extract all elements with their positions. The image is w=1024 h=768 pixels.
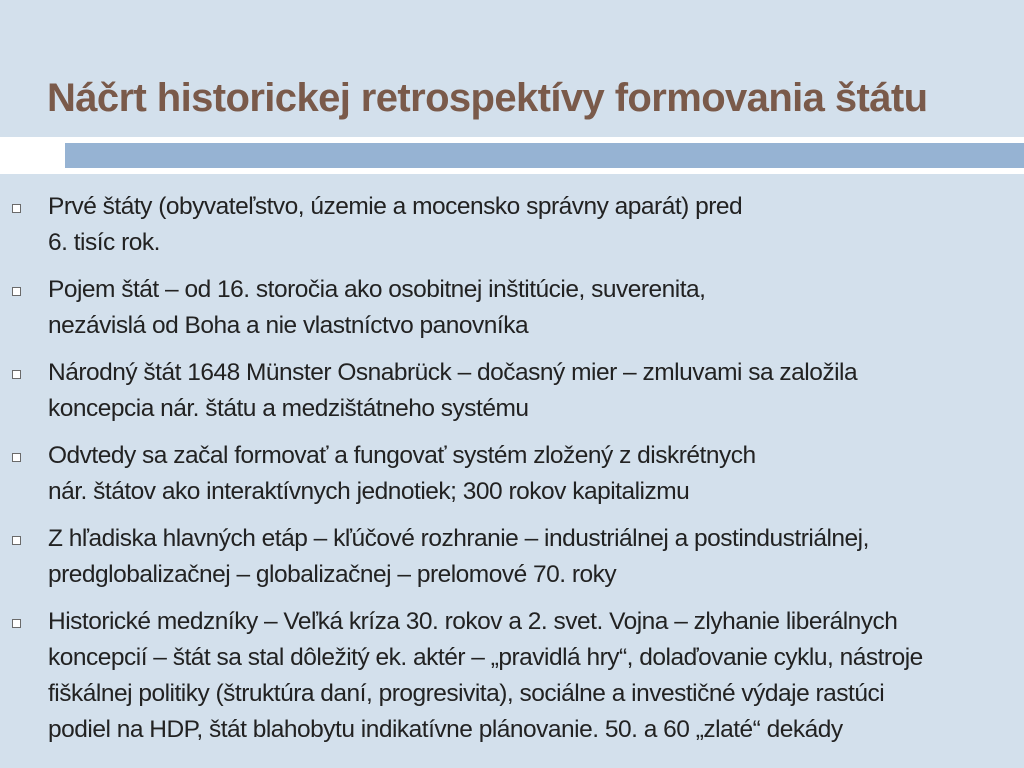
list-item [0,604,1024,748]
list-item-text: Odvtedy sa začal formovať a fungovať systém zložený z diskrétnych [48,442,756,469]
list-item-text: predglobalizačnej – globalizačnej – prelomové 70. roky [48,561,617,588]
list-item-text: nezávislá od Boha a nie vlastníctvo panovníka [48,312,529,339]
list-item [0,272,1024,344]
list-item-text: Pojem štát – od 16. storočia ako osobitnej inštitúcie, suverenita, [48,276,706,303]
list-item-text: fiškálnej politiky (štruktúra daní, progresivita), sociálne a investičné výdaje rastúci [48,680,885,707]
list-item-text: Z hľadiska hlavných etáp – kľúčové rozhranie – industriálnej a postindustriálnej, [48,525,869,552]
square-bullet-icon [12,370,21,379]
square-bullet-icon [12,287,21,296]
list-item-text: nár. štátov ako interaktívnych jednotiek; 300 rokov kapitalizmu [48,478,690,505]
header-accent-bar [65,143,1024,168]
list-item [0,521,1024,593]
list-item-text: Historické medzníky – Veľká kríza 30. rokov a 2. svet. Vojna – zlyhanie liberálnych [48,608,898,635]
list-item-text: podiel na HDP, štát blahobytu indikatívne plánovanie. 50. a 60 „zlaté“ dekády [48,716,843,743]
square-bullet-icon [12,204,21,213]
list-item-text: koncepcií – štát sa stal dôležitý ek. aktér – „pravidlá hry“, dolaďovanie cyklu, nástroje [48,644,923,671]
list-item-text: Národný štát 1648 Münster Osnabrück – dočasný mier – zmluvami sa založila [48,359,858,386]
bullet-list [0,189,1024,759]
square-bullet-icon [12,536,21,545]
square-bullet-icon [12,453,21,462]
list-item [0,438,1024,510]
slide-title: Náčrt historickej retrospektívy formovania štátu [47,76,928,120]
list-item [0,189,1024,261]
square-bullet-icon [12,619,21,628]
list-item-text: 6. tisíc rok. [48,229,160,256]
list-item-text: Prvé štáty (obyvateľstvo, územie a mocensko správny aparát) pred [48,193,743,220]
list-item [0,355,1024,427]
list-item-text: koncepcia nár. štátu a medzištátneho systému [48,395,529,422]
